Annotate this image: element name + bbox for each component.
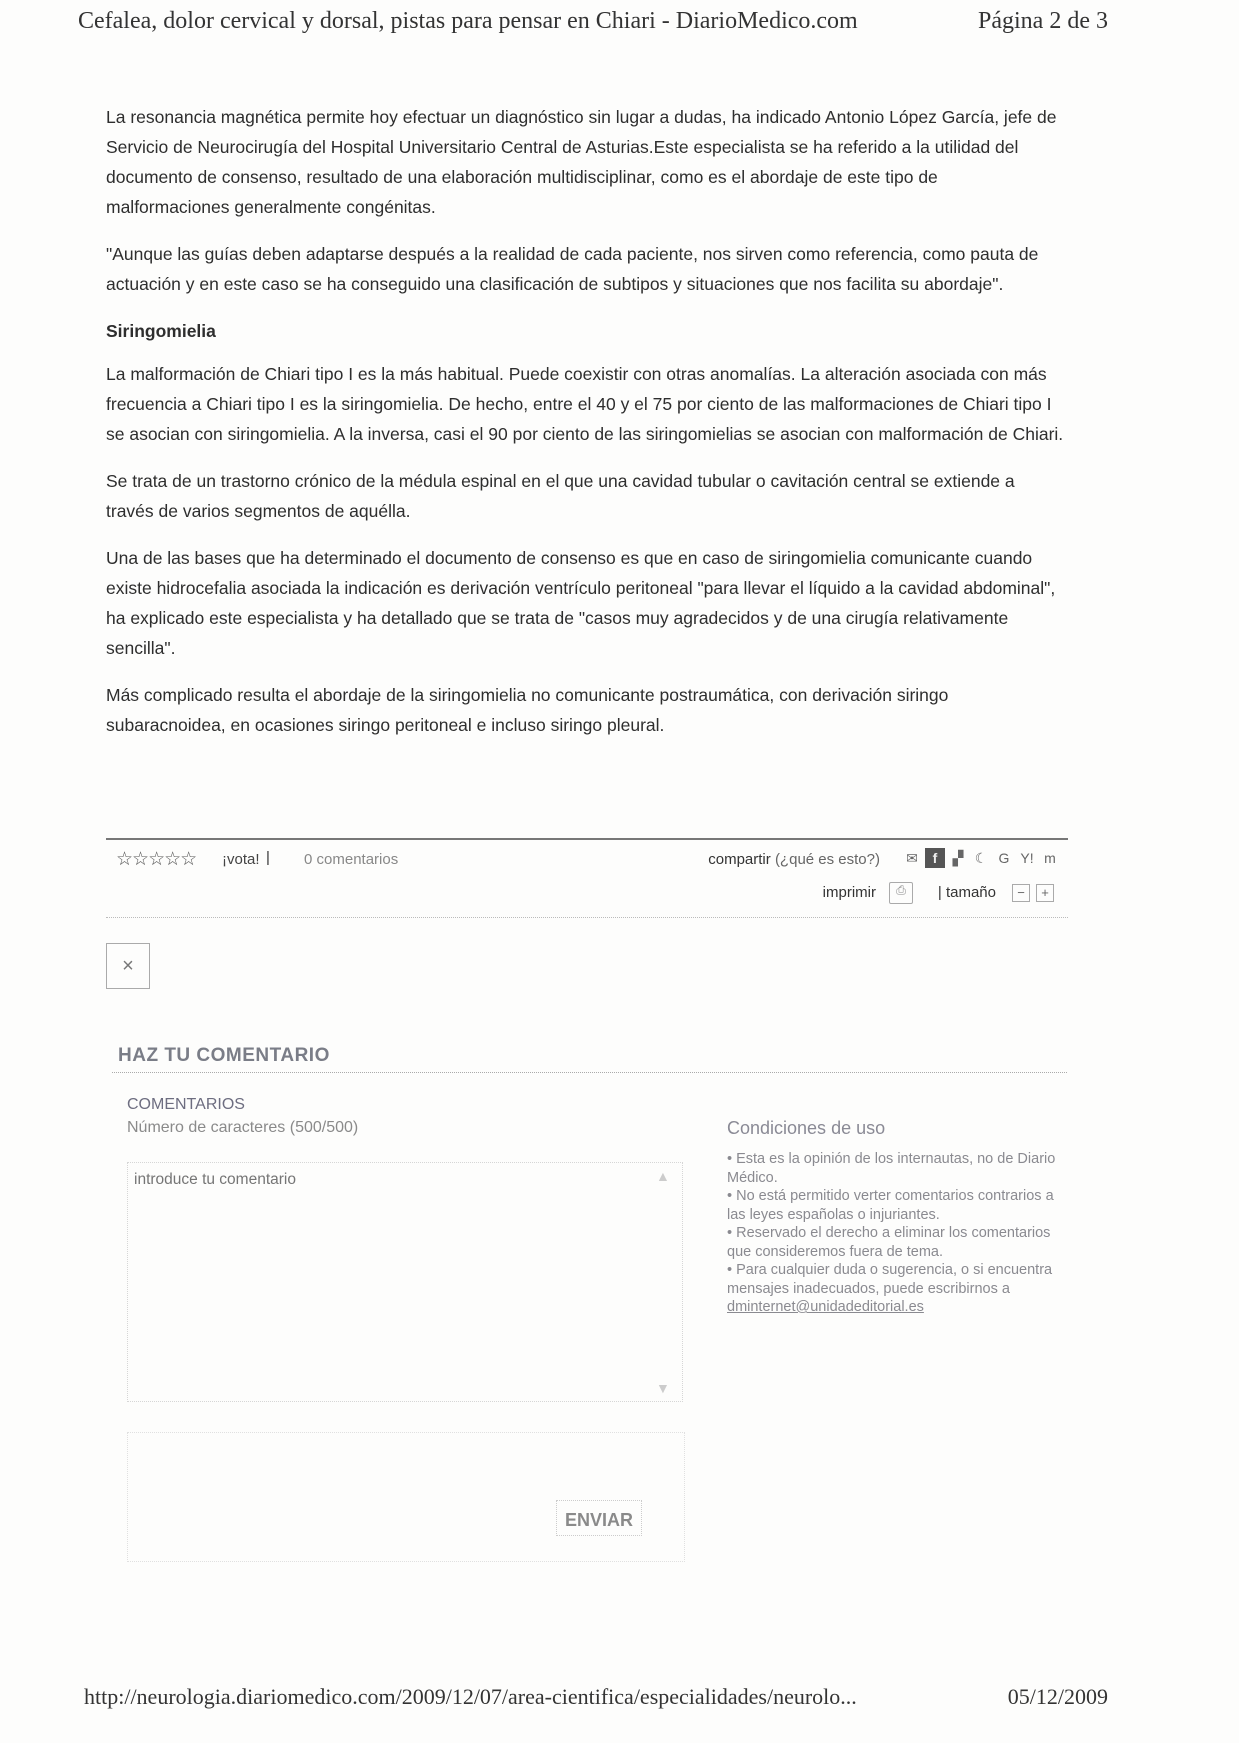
delicious-icon[interactable]: ▞ xyxy=(952,850,964,866)
email-share-icon[interactable]: ✉ xyxy=(906,850,918,866)
size-label: | tamaño xyxy=(937,884,996,901)
scroll-down-icon[interactable]: ▼ xyxy=(656,1380,670,1396)
vote-link[interactable]: ¡vota! xyxy=(222,851,260,868)
comments-count-link[interactable]: 0 comentarios xyxy=(304,851,399,868)
conditions-title: Condiciones de uso xyxy=(727,1118,886,1138)
paragraph: Se trata de un trastorno crónico de la médula espinal en el que una cavidad tubular o cavitación central se extiende a través de varios segmentos de aquélla. xyxy=(106,471,1015,521)
printer-icon[interactable]: ⎙ xyxy=(889,882,913,904)
scroll-up-icon[interactable]: ▲ xyxy=(656,1168,670,1184)
section-heading: Siringomielia xyxy=(106,321,216,341)
paragraph: La resonancia magnética permite hoy efectuar un diagnóstico sin lugar a dudas, ha indicado Antonio López García, jefe de Servicio de Neurocirugía del Hospital Universitario Central de Asturias.Este especialista se ha referido a la utilidad del documento de consenso, resultado de una elaboración multidisciplinar, como es el abordaje de este tipo de malformaciones generalmente congénitas. xyxy=(106,107,1057,217)
page-url: http://neurologia.diariomedico.com/2009/12/07/area-cientifica/especialidades/neurolo... xyxy=(84,1684,857,1709)
send-button[interactable]: ENVIAR xyxy=(556,1500,642,1536)
page-title: Cefalea, dolor cervical y dorsal, pistas para pensar en Chiari - DiarioMedico.com xyxy=(78,8,858,34)
yahoo-icon[interactable]: Y! xyxy=(1020,850,1034,866)
size-decrease-button[interactable]: − xyxy=(1012,884,1030,902)
divider xyxy=(112,1072,1067,1073)
list-item xyxy=(727,1261,1057,1317)
article-toolbar xyxy=(106,848,1068,918)
print-date: 05/12/2009 xyxy=(1007,1684,1108,1709)
comments-label: COMENTARIOS xyxy=(127,1096,245,1113)
list-item-text: Para cualquier duda o sugerencia, o si encuentra mensajes inadecuados, puede escribirnos a xyxy=(727,1262,1053,1297)
divider xyxy=(106,838,1068,840)
size-increase-button[interactable]: + xyxy=(1036,884,1054,902)
comment-form-title: HAZ TU COMENTARIO xyxy=(118,1045,330,1066)
share-icons xyxy=(902,848,1060,868)
rating-stars[interactable]: ☆☆☆☆☆ xyxy=(116,849,197,870)
list-item: • Esta es la opinión de los internautas, no de Diario Médico. xyxy=(727,1150,1057,1187)
facebook-icon[interactable]: f xyxy=(925,848,945,868)
conditions-list xyxy=(727,1150,1057,1317)
share-help-link[interactable]: (¿qué es esto?) xyxy=(774,851,880,868)
email-link[interactable]: dminternet@unidadeditorial.es xyxy=(727,1299,924,1315)
comment-textarea[interactable] xyxy=(127,1162,683,1402)
print-header xyxy=(78,8,1108,35)
meneame-icon[interactable]: m xyxy=(1044,850,1056,866)
share-label xyxy=(708,851,880,868)
close-icon[interactable]: × xyxy=(106,943,150,989)
list-item: • Reservado el derecho a eliminar los comentarios que consideremos fuera de tema. xyxy=(727,1224,1057,1261)
technorati-icon[interactable]: ☾ xyxy=(974,850,988,866)
char-count: Número de caracteres (500/500) xyxy=(127,1119,359,1136)
paragraph: La malformación de Chiari tipo I es la más habitual. Puede coexistir con otras anomalías. La alteración asociada con más frecuencia a Chiari tipo I es la siringomielia. De hecho, entre el 40 y el 75 por ciento de las malformaciones de Chiari tipo I se asocian con siringomielia. A la inversa, casi el 90 por ciento de las siringomielias se asocian con malformación de Chiari. xyxy=(106,364,1064,444)
send-area xyxy=(127,1432,685,1562)
print-footer xyxy=(84,1684,1108,1710)
share-text: compartir xyxy=(708,851,771,868)
paragraph: "Aunque las guías deben adaptarse después a la realidad de cada paciente, nos sirven como referencia, como pauta de actuación y en este caso se ha conseguido una clasificación de subtipos y situaciones que nos facilita su abordaje". xyxy=(106,244,1039,294)
separator: | xyxy=(266,849,270,866)
page-number: Página 2 de 3 xyxy=(978,8,1108,34)
article-body xyxy=(106,102,1066,757)
divider xyxy=(106,917,1068,918)
paragraph: Una de las bases que ha determinado el documento de consenso es que en caso de siringomielia comunicante cuando existe hidrocefalia asociada la indicación es derivación ventrículo peritoneal "para llevar el líquido a la cavidad abdominal", ha explicado este especialista y ha detallado que se trata de "casos muy agradecidos y de una cirugía relativamente sencilla". xyxy=(106,548,1056,658)
google-icon[interactable]: G xyxy=(998,850,1010,866)
list-item: • No está permitido verter comentarios contrarios a las leyes españolas o injuriantes. xyxy=(727,1187,1057,1224)
paragraph: Más complicado resulta el abordaje de la siringomielia no comunicante postraumática, con derivación siringo subaracnoidea, en ocasiones siringo peritoneal e incluso siringo pleural. xyxy=(106,685,949,735)
print-link[interactable]: imprimir xyxy=(822,884,876,901)
